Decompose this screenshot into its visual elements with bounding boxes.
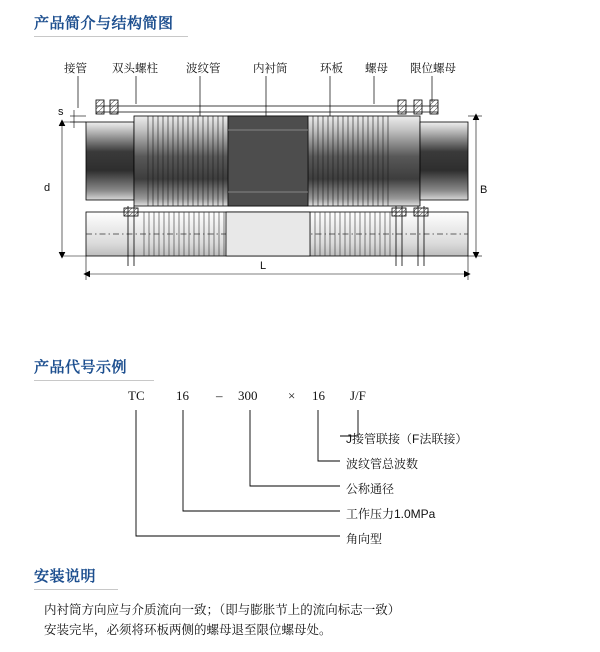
callout-label-neichentong: 内衬筒: [253, 63, 288, 75]
section-title-intro: 产品简介与结构简图: [34, 15, 174, 32]
callout-label-jieguan: 接管: [64, 63, 87, 75]
code-desc-type: 角向型: [346, 532, 383, 546]
code-token-dash: –: [216, 388, 223, 403]
section-rule-code: [34, 380, 154, 381]
code-token-16a: 16: [176, 388, 189, 403]
code-token-16b: 16: [312, 388, 325, 403]
code-desc-waves: 波纹管总波数: [346, 457, 419, 471]
dim-label-s: s: [58, 106, 64, 118]
callout-label-bowenguan: 波纹管: [186, 63, 221, 75]
callout-label-xianweiluomu: 限位螺母: [410, 63, 456, 75]
section-rule-intro: [34, 36, 188, 37]
structure-diagram-svg: [40, 60, 560, 290]
code-desc-connection: J接管联接（F法联接）: [346, 432, 468, 446]
install-line-1: 内衬筒方向应与介质流向一致；（即与膨胀节上的流向标志一致）: [44, 603, 401, 617]
section-title-install: 安装说明: [34, 568, 97, 585]
code-token-times: ×: [288, 388, 296, 403]
callout-label-shuangtouluozhu: 双头螺柱: [112, 63, 158, 75]
callout-label-luomu: 螺母: [365, 63, 388, 75]
product-code-leaders: [40, 388, 560, 548]
dim-label-d: d: [44, 182, 51, 194]
dim-label-L: L: [260, 260, 267, 272]
code-token-300: 300: [238, 388, 258, 403]
code-desc-pressure: 工作压力1.0MPa: [346, 507, 436, 521]
section-rule-install: [34, 589, 118, 590]
dim-label-B: B: [480, 184, 488, 196]
code-desc-diameter: 公称通径: [346, 482, 395, 496]
product-code-diagram: [40, 388, 560, 546]
install-instructions: [44, 600, 564, 640]
structure-diagram: [40, 60, 560, 290]
code-token-jf: J/F: [350, 388, 366, 403]
code-token-tc: TC: [128, 388, 145, 403]
callout-label-huanban: 环板: [320, 63, 343, 75]
section-title-code: 产品代号示例: [34, 359, 128, 376]
install-line-2: 安装完毕，必须将环板两侧的螺母退至限位螺母处。: [44, 623, 332, 637]
